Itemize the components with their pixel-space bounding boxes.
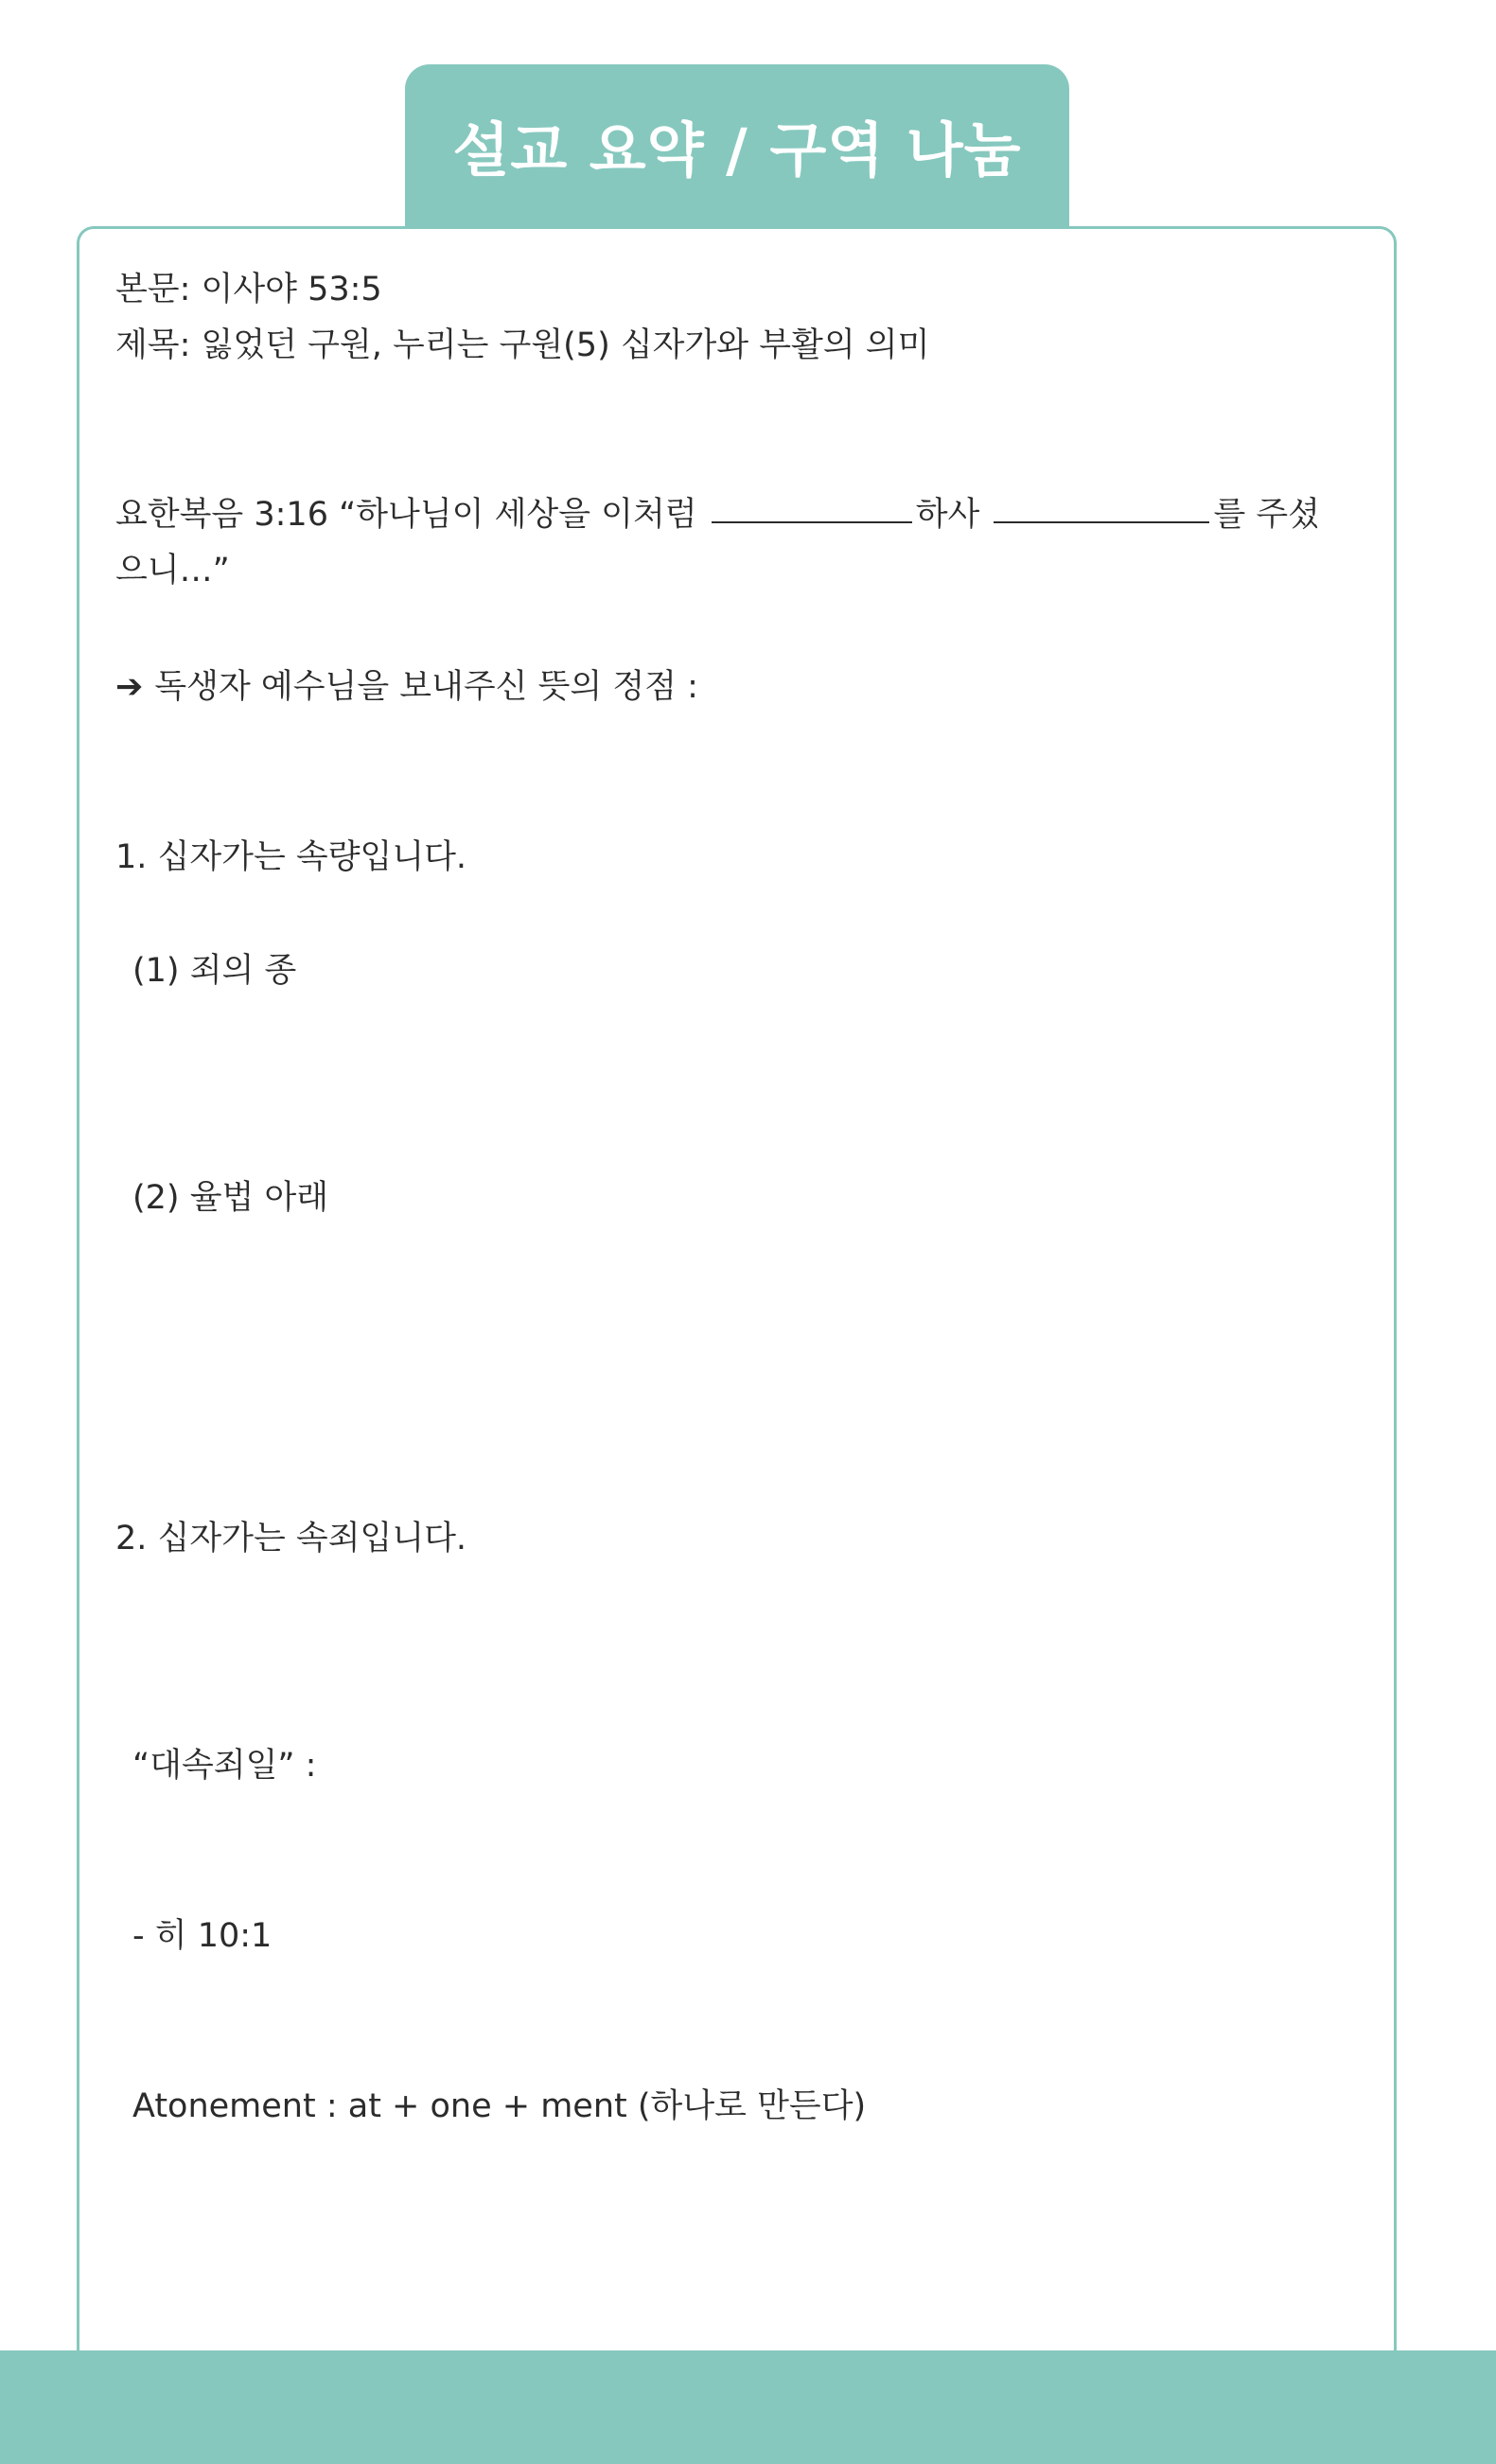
section2-term: “대속죄일” : bbox=[132, 1747, 317, 1785]
verse-part2: 하사 bbox=[915, 496, 980, 534]
point-line bbox=[115, 664, 698, 710]
sermon-text-line: 본문: 이사야 53:5 bbox=[115, 271, 382, 308]
section1-item2: (2) 율법 아래 bbox=[132, 1179, 329, 1217]
section2-atonement: Atonement : at + one + ment (하나로 만든다) bbox=[132, 2087, 867, 2125]
page-title: 설교 요약 / 구역 나눔 bbox=[452, 114, 1022, 185]
section2-ref: - 히 10:1 bbox=[132, 1917, 273, 1955]
section1-heading: 1. 십자가는 속량입니다. bbox=[115, 838, 467, 876]
point-text: 독생자 예수님을 보내주신 뜻의 정점 : bbox=[154, 668, 698, 706]
verse-blank-2 bbox=[994, 521, 1209, 523]
section2-heading: 2. 십자가는 속죄입니다. bbox=[115, 1520, 467, 1558]
section1-item1: (1) 죄의 종 bbox=[132, 952, 297, 990]
verse-blank-1 bbox=[712, 521, 912, 523]
sermon-title-line: 제목: 잃었던 구원, 누리는 구원(5) 십자가와 부활의 의미 bbox=[115, 326, 930, 364]
arrow-right-icon: ➔ bbox=[115, 668, 144, 706]
verse-part1: 요한복음 3:16 “하나님이 세상을 이처럼 bbox=[115, 496, 697, 534]
content-card bbox=[77, 226, 1397, 2402]
title-tab bbox=[405, 64, 1069, 231]
verse-part3: 를 주셨 bbox=[1213, 496, 1321, 534]
verse-line-2: 으니…” bbox=[115, 552, 230, 590]
footer-band bbox=[0, 2350, 1496, 2464]
verse-line bbox=[115, 492, 1320, 537]
